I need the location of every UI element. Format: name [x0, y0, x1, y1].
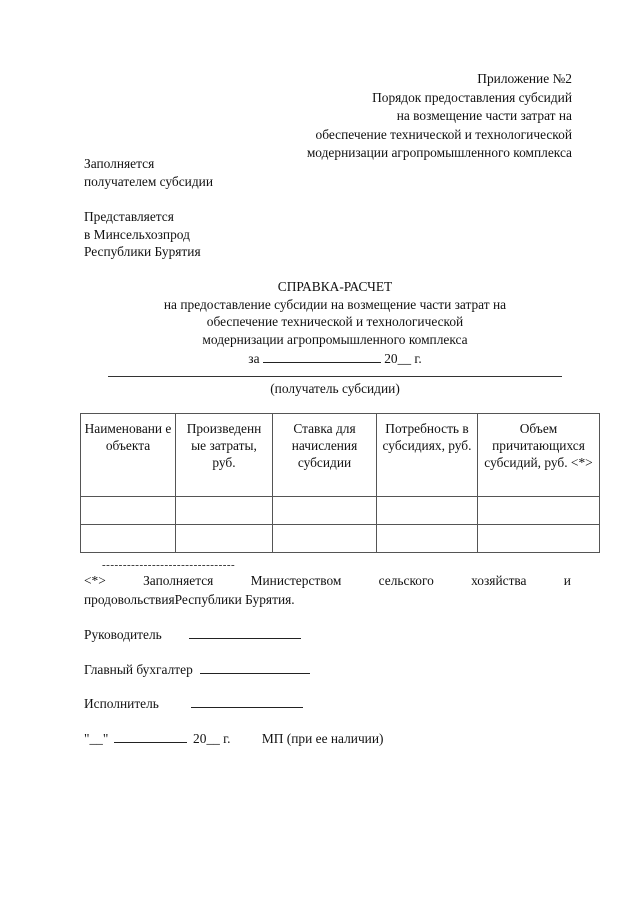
footnote-word: сельского [378, 573, 434, 588]
footnote-word: <*> [84, 573, 106, 588]
title-line: на предоставление субсидии на возмещение части затрат на [163, 296, 507, 312]
signature-chief-accountant-label: Главный бухгалтер [84, 662, 193, 677]
title-line: модернизации агропромышленного комплекса [202, 331, 468, 347]
footnote-word: Министерством [250, 573, 342, 588]
footnote-word: Заполняется [143, 573, 214, 588]
recipient-caption [108, 380, 562, 398]
table-cell[interactable] [273, 525, 377, 553]
footnote-word: хозяйства [471, 573, 527, 588]
signature-head-field[interactable] [189, 624, 301, 639]
column-header-need: Потребность в субсидиях, руб. [377, 414, 478, 497]
submitted-to-line: Республики Бурятия [84, 244, 201, 259]
date-year: 20__ г. [193, 731, 231, 746]
column-header-rate: Ставка для начисления субсидии [273, 414, 377, 497]
table-cell[interactable] [81, 497, 176, 525]
table-row [81, 497, 600, 525]
signature-executor-field[interactable] [191, 693, 303, 708]
signature-chief-accountant [84, 659, 310, 678]
appendix-line: модернизации агропромышленного комплекса [306, 145, 572, 160]
table-cell[interactable] [273, 497, 377, 525]
table-cell[interactable] [478, 525, 600, 553]
period-year: 20__ г. [384, 351, 422, 366]
submitted-to-line: в Минсельхозпрод [84, 226, 190, 242]
recipient-caption-text: (получатель субсидии) [270, 381, 400, 396]
filled-by-line: получателем субсидии [84, 173, 213, 189]
document-title: СПРАВКА-РАСЧЕТ [277, 279, 393, 294]
table-cell[interactable] [377, 497, 478, 525]
calculation-table [80, 413, 600, 553]
footnote-line-2: продовольствияРеспублики Бурятия. [84, 592, 295, 607]
appendix-line: Приложение №2 [477, 71, 572, 86]
column-header-subsidy-amount: Объем причитающихся субсидий, руб. <*> [478, 414, 600, 497]
signature-head [84, 624, 301, 643]
footnote [84, 571, 571, 609]
table-cell[interactable] [176, 525, 273, 553]
column-header-object-name: Наименовани е объекта [81, 414, 176, 497]
table-header-row [81, 414, 600, 497]
filled-by-line: Заполняется [84, 156, 155, 171]
table-cell[interactable] [478, 497, 600, 525]
appendix-line: на возмещение части затрат на [396, 108, 572, 123]
recipient-field-line[interactable] [108, 376, 562, 377]
footnote-word: и [563, 573, 571, 588]
table-cell[interactable] [377, 525, 478, 553]
signature-head-label: Руководитель [84, 627, 162, 642]
signature-executor [84, 693, 303, 712]
footnote-line-1 [84, 571, 571, 590]
date-month-field[interactable] [114, 728, 187, 743]
appendix-line: обеспечение технической и технологической [315, 126, 572, 142]
submitted-to-note [84, 208, 201, 261]
filled-by-note [84, 155, 213, 190]
period-date-field[interactable] [263, 348, 381, 363]
title-line: обеспечение технической и технологической [206, 314, 464, 329]
signature-chief-accountant-field[interactable] [200, 659, 310, 674]
signature-executor-label: Исполнитель [84, 696, 159, 711]
column-header-costs: Произведенн ые затраты, руб. [176, 414, 273, 497]
stamp-note: МП (при ее наличии) [261, 731, 384, 746]
document-title-block [108, 278, 562, 366]
table-row [81, 525, 600, 553]
table-cell[interactable] [176, 497, 273, 525]
submitted-to-line: Представляется [84, 209, 174, 224]
period-line [108, 348, 562, 366]
appendix-header [172, 70, 572, 163]
appendix-line: Порядок предоставления субсидий [372, 89, 572, 105]
footnote-separator: -------------------------------- [102, 559, 236, 571]
period-prefix: за [248, 351, 260, 366]
date-stamp-line [84, 728, 383, 747]
date-day-field[interactable]: "__" [84, 731, 109, 746]
table-cell[interactable] [81, 525, 176, 553]
